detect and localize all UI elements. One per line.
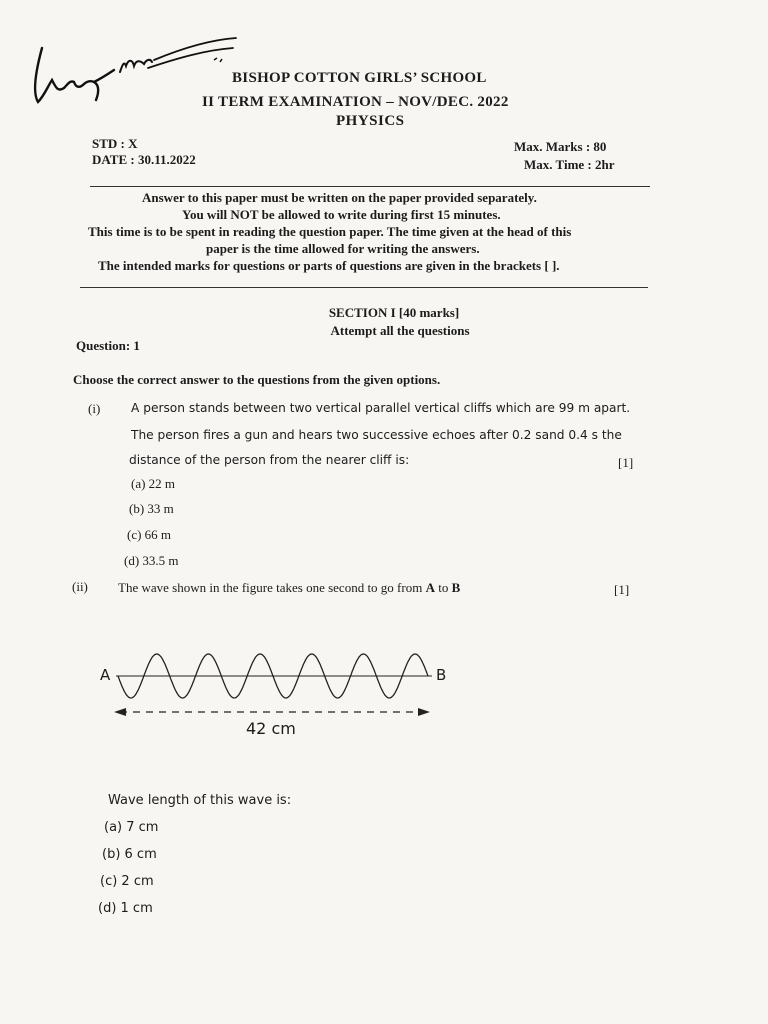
- q2-option-d: (d) 1 cm: [98, 901, 153, 916]
- school-name: BISHOP COTTON GIRLS’ SCHOOL: [232, 70, 487, 86]
- q2-text-before: The wave shown in the figure takes one second to go from: [118, 580, 426, 595]
- subject-title: PHYSICS: [336, 113, 405, 129]
- section-subtitle: Attempt all the questions: [330, 323, 470, 338]
- q2-point-b: B: [451, 580, 461, 595]
- max-time-label: Max. Time : 2hr: [524, 157, 615, 172]
- instructions-divider: [80, 287, 648, 288]
- instruction-line-1: Answer to this paper must be written on the paper provided separately.: [142, 190, 537, 205]
- instruction-line-4: paper is the time allowed for writing the answers.: [206, 241, 480, 256]
- q2-text: [118, 580, 460, 596]
- instruction-line-3: This time is to be spent in reading the question paper. The time given at the head of this: [88, 224, 572, 239]
- wave-distance-label: 42 cm: [246, 719, 296, 738]
- section-title: SECTION I [40 marks]: [328, 305, 460, 320]
- q1-option-a: (a) 22 m: [131, 476, 176, 491]
- q2-option-c: (c) 2 cm: [100, 874, 154, 889]
- wave-label-a: A: [100, 666, 111, 684]
- q1-option-c: (c) 66 m: [127, 527, 172, 542]
- header-divider: [90, 186, 650, 187]
- q2-option-b: (b) 6 cm: [102, 847, 157, 862]
- q1-line-2: The person fires a gun and hears two successive echoes after 0.2 sand 0.4 s the: [131, 428, 622, 442]
- instruction-line-2: You will NOT be allowed to write during first 15 minutes.: [182, 207, 501, 222]
- instruction-line-5: The intended marks for questions or parts of questions are given in the brackets [ ].: [98, 258, 560, 273]
- distance-arrow-right: [418, 708, 430, 716]
- q2-marks: [1]: [614, 582, 630, 597]
- q2-option-a: (a) 7 cm: [104, 820, 159, 835]
- q2-number: (ii): [72, 579, 88, 594]
- q1-marks: [1]: [618, 455, 634, 470]
- question-directive: Choose the correct answer to the questions from the given options.: [73, 372, 441, 387]
- date-label: DATE : 30.11.2022: [92, 152, 196, 167]
- q1-line-1: A person stands between two vertical parallel vertical cliffs which are 99 m apart.: [131, 401, 631, 415]
- exam-title: II TERM EXAMINATION – NOV/DEC. 2022: [202, 94, 509, 110]
- question-label: Question: 1: [76, 338, 140, 353]
- q2-prompt: Wave length of this wave is:: [108, 793, 292, 808]
- q1-option-d: (d) 33.5 m: [124, 553, 179, 568]
- std-label: STD : X: [92, 136, 138, 151]
- q1-option-b: (b) 33 m: [129, 501, 174, 516]
- q2-text-mid: to: [434, 580, 452, 595]
- max-marks-label: Max. Marks : 80: [514, 139, 607, 154]
- q1-number: (i): [88, 401, 101, 416]
- q2-point-a: A: [425, 580, 435, 595]
- wave-figure: [110, 646, 440, 726]
- distance-arrow-left: [114, 708, 126, 716]
- q1-line-3: distance of the person from the nearer cliff is:: [129, 453, 410, 467]
- wave-label-b: B: [436, 666, 447, 684]
